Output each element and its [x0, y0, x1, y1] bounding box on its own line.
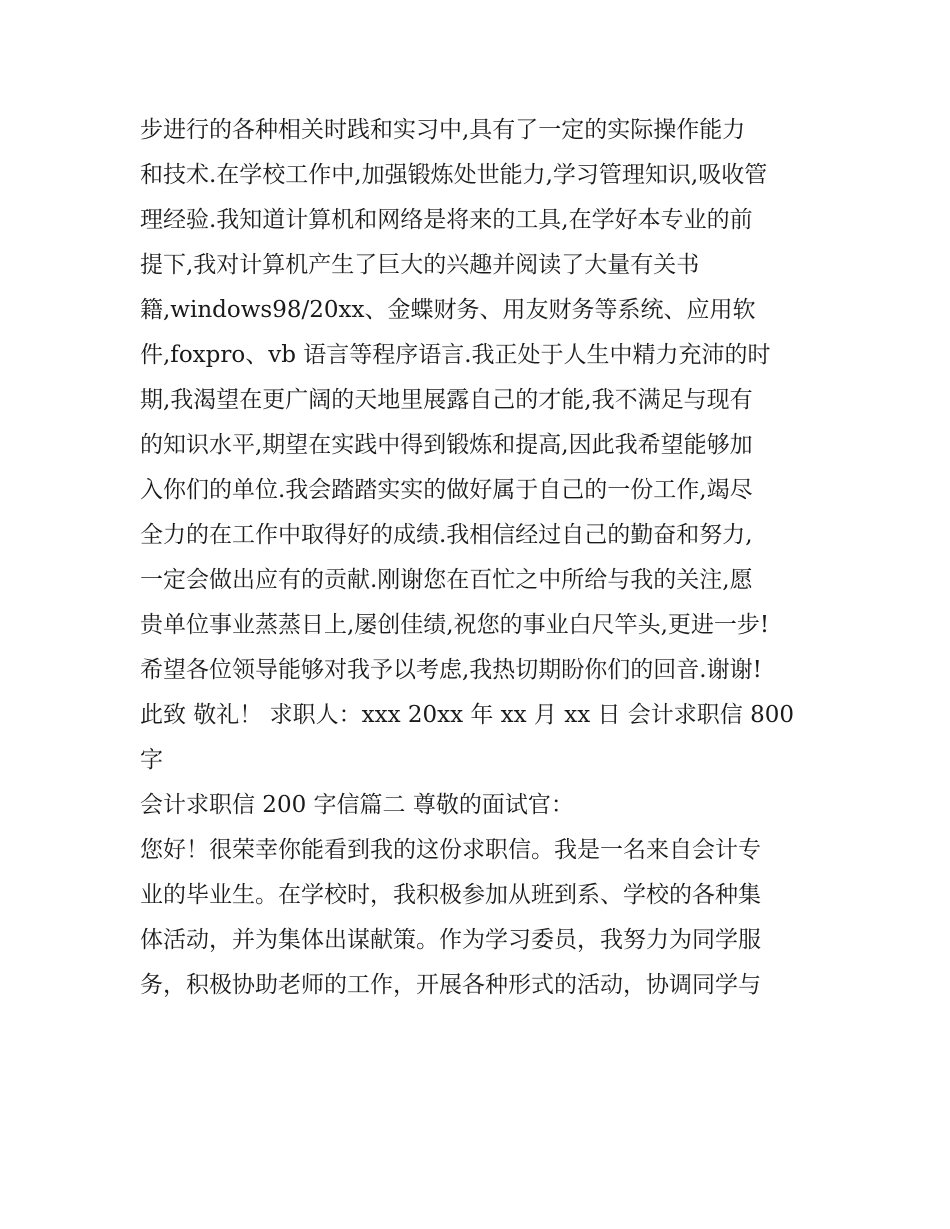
text-line: 字	[140, 747, 163, 773]
body-text	[140, 108, 830, 1008]
text-line: 务，积极协助老师的工作，开展各种形式的活动，协调同学与	[140, 972, 761, 998]
text-line: 件,foxpro、vb 语言等程序语言.我正处于人生中精力充沛的时	[140, 342, 771, 368]
text-line: 您好！很荣幸你能看到我的这份求职信。我是一名来自会计专	[140, 837, 761, 863]
text-line: 全力的在工作中取得好的成绩.我相信经过自己的勤奋和努力,	[140, 522, 753, 548]
section-heading: 会计求职信 200 字信篇二 尊敬的面试官：	[140, 792, 574, 818]
text-line: 业的毕业生。在学校时，我积极参加从班到系、学校的各种集	[140, 882, 761, 908]
text-line: 贵单位事业蒸蒸日上,屡创佳绩,祝您的事业白尺竿头,更进一步!	[140, 612, 770, 638]
signature-line: 此致 敬礼！ 求职人：xxx 20xx 年 xx 月 xx 日 会计求职信 800	[140, 702, 795, 728]
text-line: 的知识水平,期望在实践中得到锻炼和提高,因此我希望能够加	[140, 432, 753, 458]
text-line: 一定会做出应有的贡献.刚谢您在百忙之中所给与我的关注,愿	[140, 567, 753, 593]
text-line: 入你们的单位.我会踏踏实实的做好属于自己的一份工作,竭尽	[140, 477, 753, 503]
text-line: 步进行的各种相关时践和实习中,具有了一定的实际操作能力	[140, 117, 746, 143]
text-line: 提下,我对计算机产生了巨大的兴趣并阅读了大量有关书	[140, 252, 700, 278]
text-line: 籍,windows98/20xx、金蝶财务、用友财务等系统、应用软	[140, 297, 756, 323]
text-line: 理经验.我知道计算机和网络是将来的工具,在学好本专业的前	[140, 207, 753, 233]
text-line: 体活动，并为集体出谋献策。作为学习委员，我努力为同学服	[140, 927, 761, 953]
text-line: 期,我渴望在更广阔的天地里展露自己的才能,我不满足与现有	[140, 387, 753, 413]
text-line: 希望各位领导能够对我予以考虑,我热切期盼你们的回音.谢谢!	[140, 657, 762, 683]
text-line: 和技术.在学校工作中,加强锻炼处世能力,学习管理知识,吸收管	[140, 162, 768, 188]
